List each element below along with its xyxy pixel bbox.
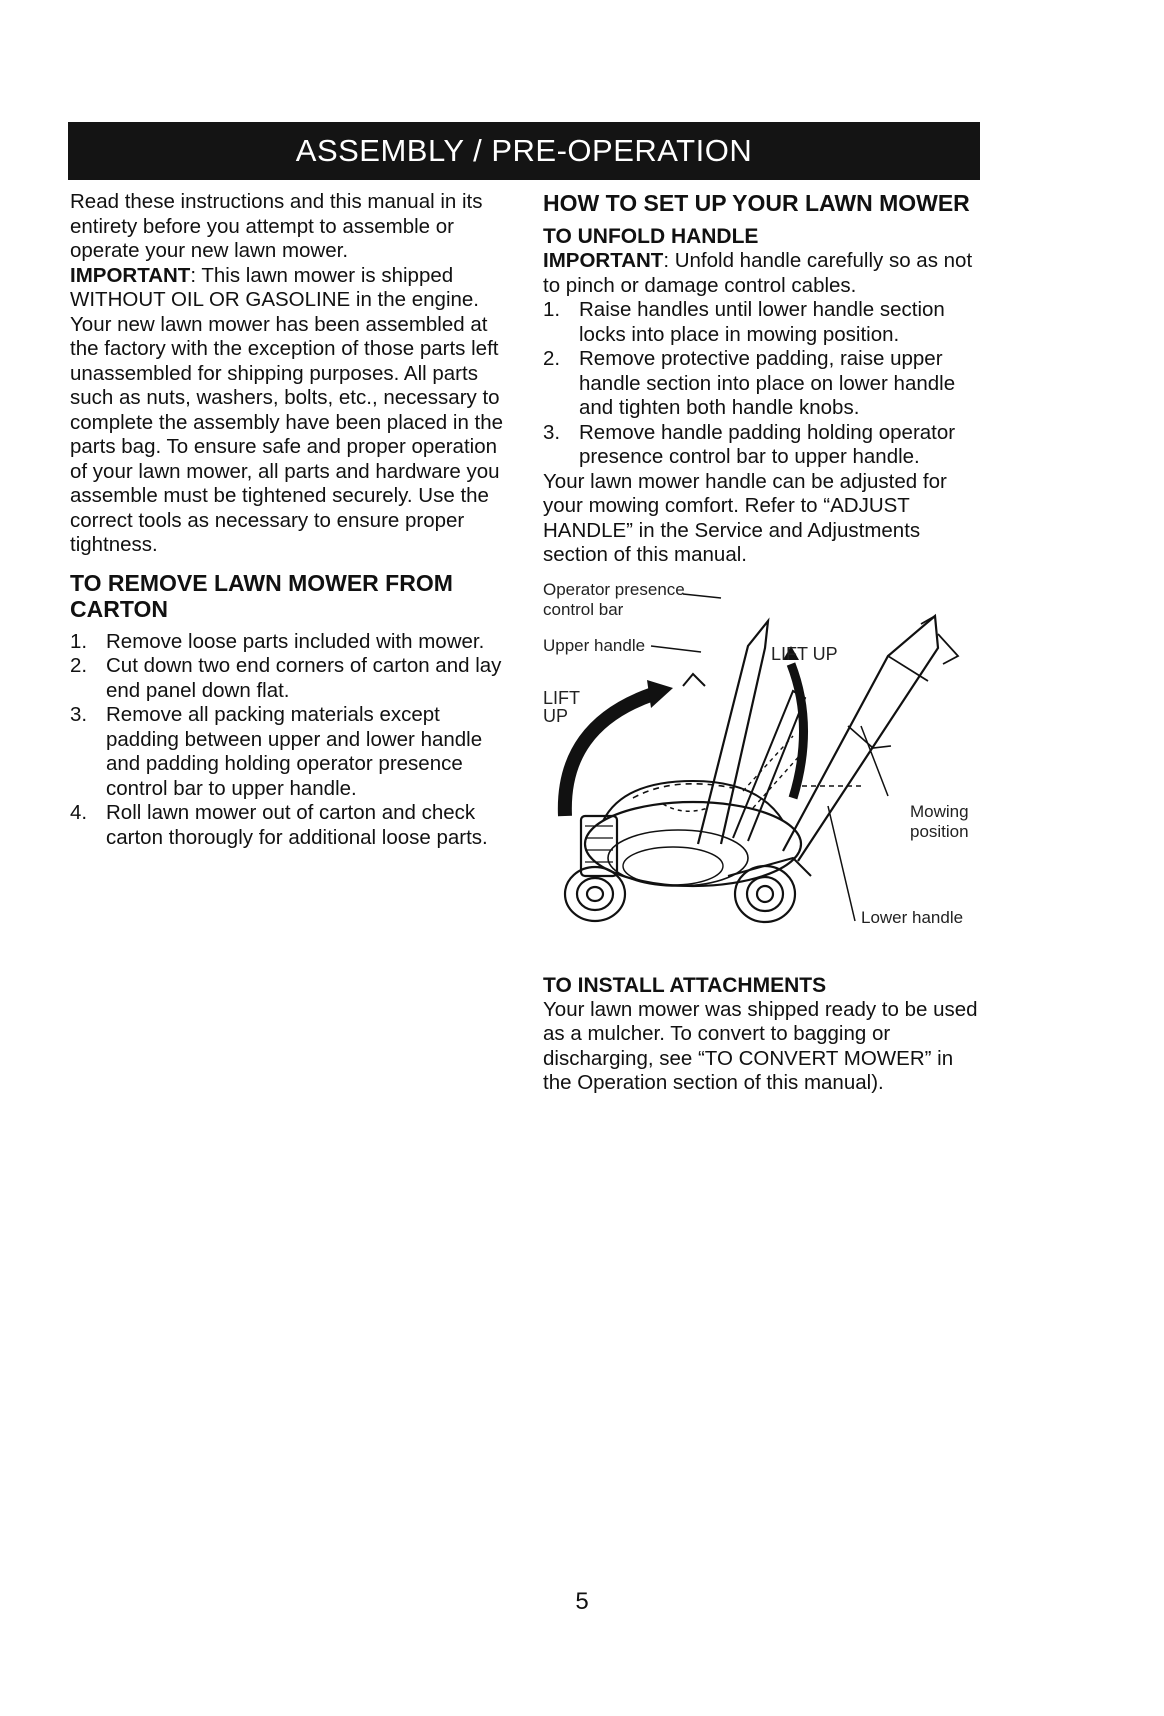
list-item <box>70 703 510 801</box>
step-number: 4. <box>70 801 88 824</box>
operator-bar-leader <box>683 594 721 598</box>
unfold-steps-list <box>543 298 983 470</box>
label-lower-handle: Lower handle <box>861 907 964 927</box>
list-item <box>543 298 983 347</box>
step-number: 3. <box>70 703 88 726</box>
label-control-bar: control bar <box>543 599 624 619</box>
step-text: Cut down two end corners of carton and lay end panel down flat. <box>106 654 502 702</box>
unfold-important-label: IMPORTANT <box>543 249 664 272</box>
lift-up-arrow-left <box>565 680 673 816</box>
step-text: Remove protective padding, raise upper handle section into place on lower handle and tighten both handle knobs. <box>579 347 956 419</box>
adjust-paragraph: Your lawn mower handle can be adjusted for your mowing comfort. Refer to “ADJUST HANDLE” in the Service and Adjustments section of this manual. <box>543 469 947 566</box>
unfold-heading: TO UNFOLD HANDLE <box>543 225 759 248</box>
list-item <box>70 654 510 703</box>
list-item <box>543 347 983 421</box>
step-number: 2. <box>70 654 88 677</box>
label-position: position <box>910 821 969 841</box>
important-label: IMPORTANT <box>70 263 191 287</box>
attach-paragraph: Your lawn mower was shipped ready to be used as a mulcher. To convert to bagging or discharging, see “TO CONVERT MOWER” in the Operation section of this manual). <box>543 997 978 1094</box>
label-lift-up-right: LIFT UP <box>771 643 838 664</box>
step-text: Roll lawn mower out of carton and check carton thorougly for additional loose parts. <box>106 801 488 849</box>
important-paragraph <box>70 264 510 313</box>
unfold-important-text: : Unfold handle carefully so as not to pinch or damage control cables. <box>543 249 973 297</box>
step-text: Remove loose parts included with mower. <box>106 629 485 653</box>
lift-up-arrow-right <box>783 646 804 798</box>
list-item <box>543 421 983 470</box>
label-up: UP <box>543 705 569 726</box>
step-number: 1. <box>543 298 561 321</box>
page-number: 5 <box>575 1588 589 1615</box>
remove-heading: TO REMOVE LAWN MOWER FROM CARTON <box>70 569 453 622</box>
label-lift: LIFT <box>543 687 581 708</box>
label-operator-presence: Operator presence <box>543 579 685 599</box>
section-banner: ASSEMBLY / PRE-OPERATION <box>68 122 980 180</box>
list-item <box>70 801 510 850</box>
intro-paragraph: Read these instructions and this manual in its entirety before you attempt to assemble or operate your new lawn mower. <box>70 190 483 262</box>
step-text: Raise handles until lower handle section locks into place in mowing position. <box>579 298 945 346</box>
attach-heading: TO INSTALL ATTACHMENTS <box>543 973 827 997</box>
upper-handle-leader <box>651 646 701 652</box>
right-column <box>543 190 983 1096</box>
assembly-paragraph: Your new lawn mower has been assembled at the factory with the exception of those parts left unassembled for shipping purposes. All parts such as nuts, washers, bolts, etc., necessary to complete the assembly have been placed in the parts bag. To ensure safe and proper operation of your lawn mower, all parts and hardware you assemble must be tightened securely. Use the correct tools as necessary to ensure proper tightness. <box>70 312 504 556</box>
lawn-mower-figure <box>543 576 983 961</box>
important-text: : This lawn mower is shipped WITHOUT OIL OR GASOLINE in the engine. <box>70 263 479 311</box>
remove-steps-list <box>70 630 510 851</box>
left-column <box>70 190 510 850</box>
list-item <box>70 630 510 655</box>
step-text: Remove all packing materials except padding between upper and lower handle and padding holding operator presence control bar to upper handle. <box>106 703 483 800</box>
step-number: 2. <box>543 347 561 370</box>
lower-handle-leader <box>828 806 855 921</box>
label-mowing: Mowing <box>910 801 969 821</box>
mowing-position-leader <box>861 726 888 796</box>
unfold-important-paragraph <box>543 249 983 298</box>
step-text: Remove handle padding holding operator presence control bar to upper handle. <box>579 420 956 468</box>
setup-heading: HOW TO SET UP YOUR LAWN MOWER <box>543 190 970 216</box>
label-upper-handle: Upper handle <box>543 635 646 655</box>
step-number: 1. <box>70 629 88 653</box>
step-number: 3. <box>543 420 561 444</box>
lawn-mower-illustration <box>543 576 983 961</box>
